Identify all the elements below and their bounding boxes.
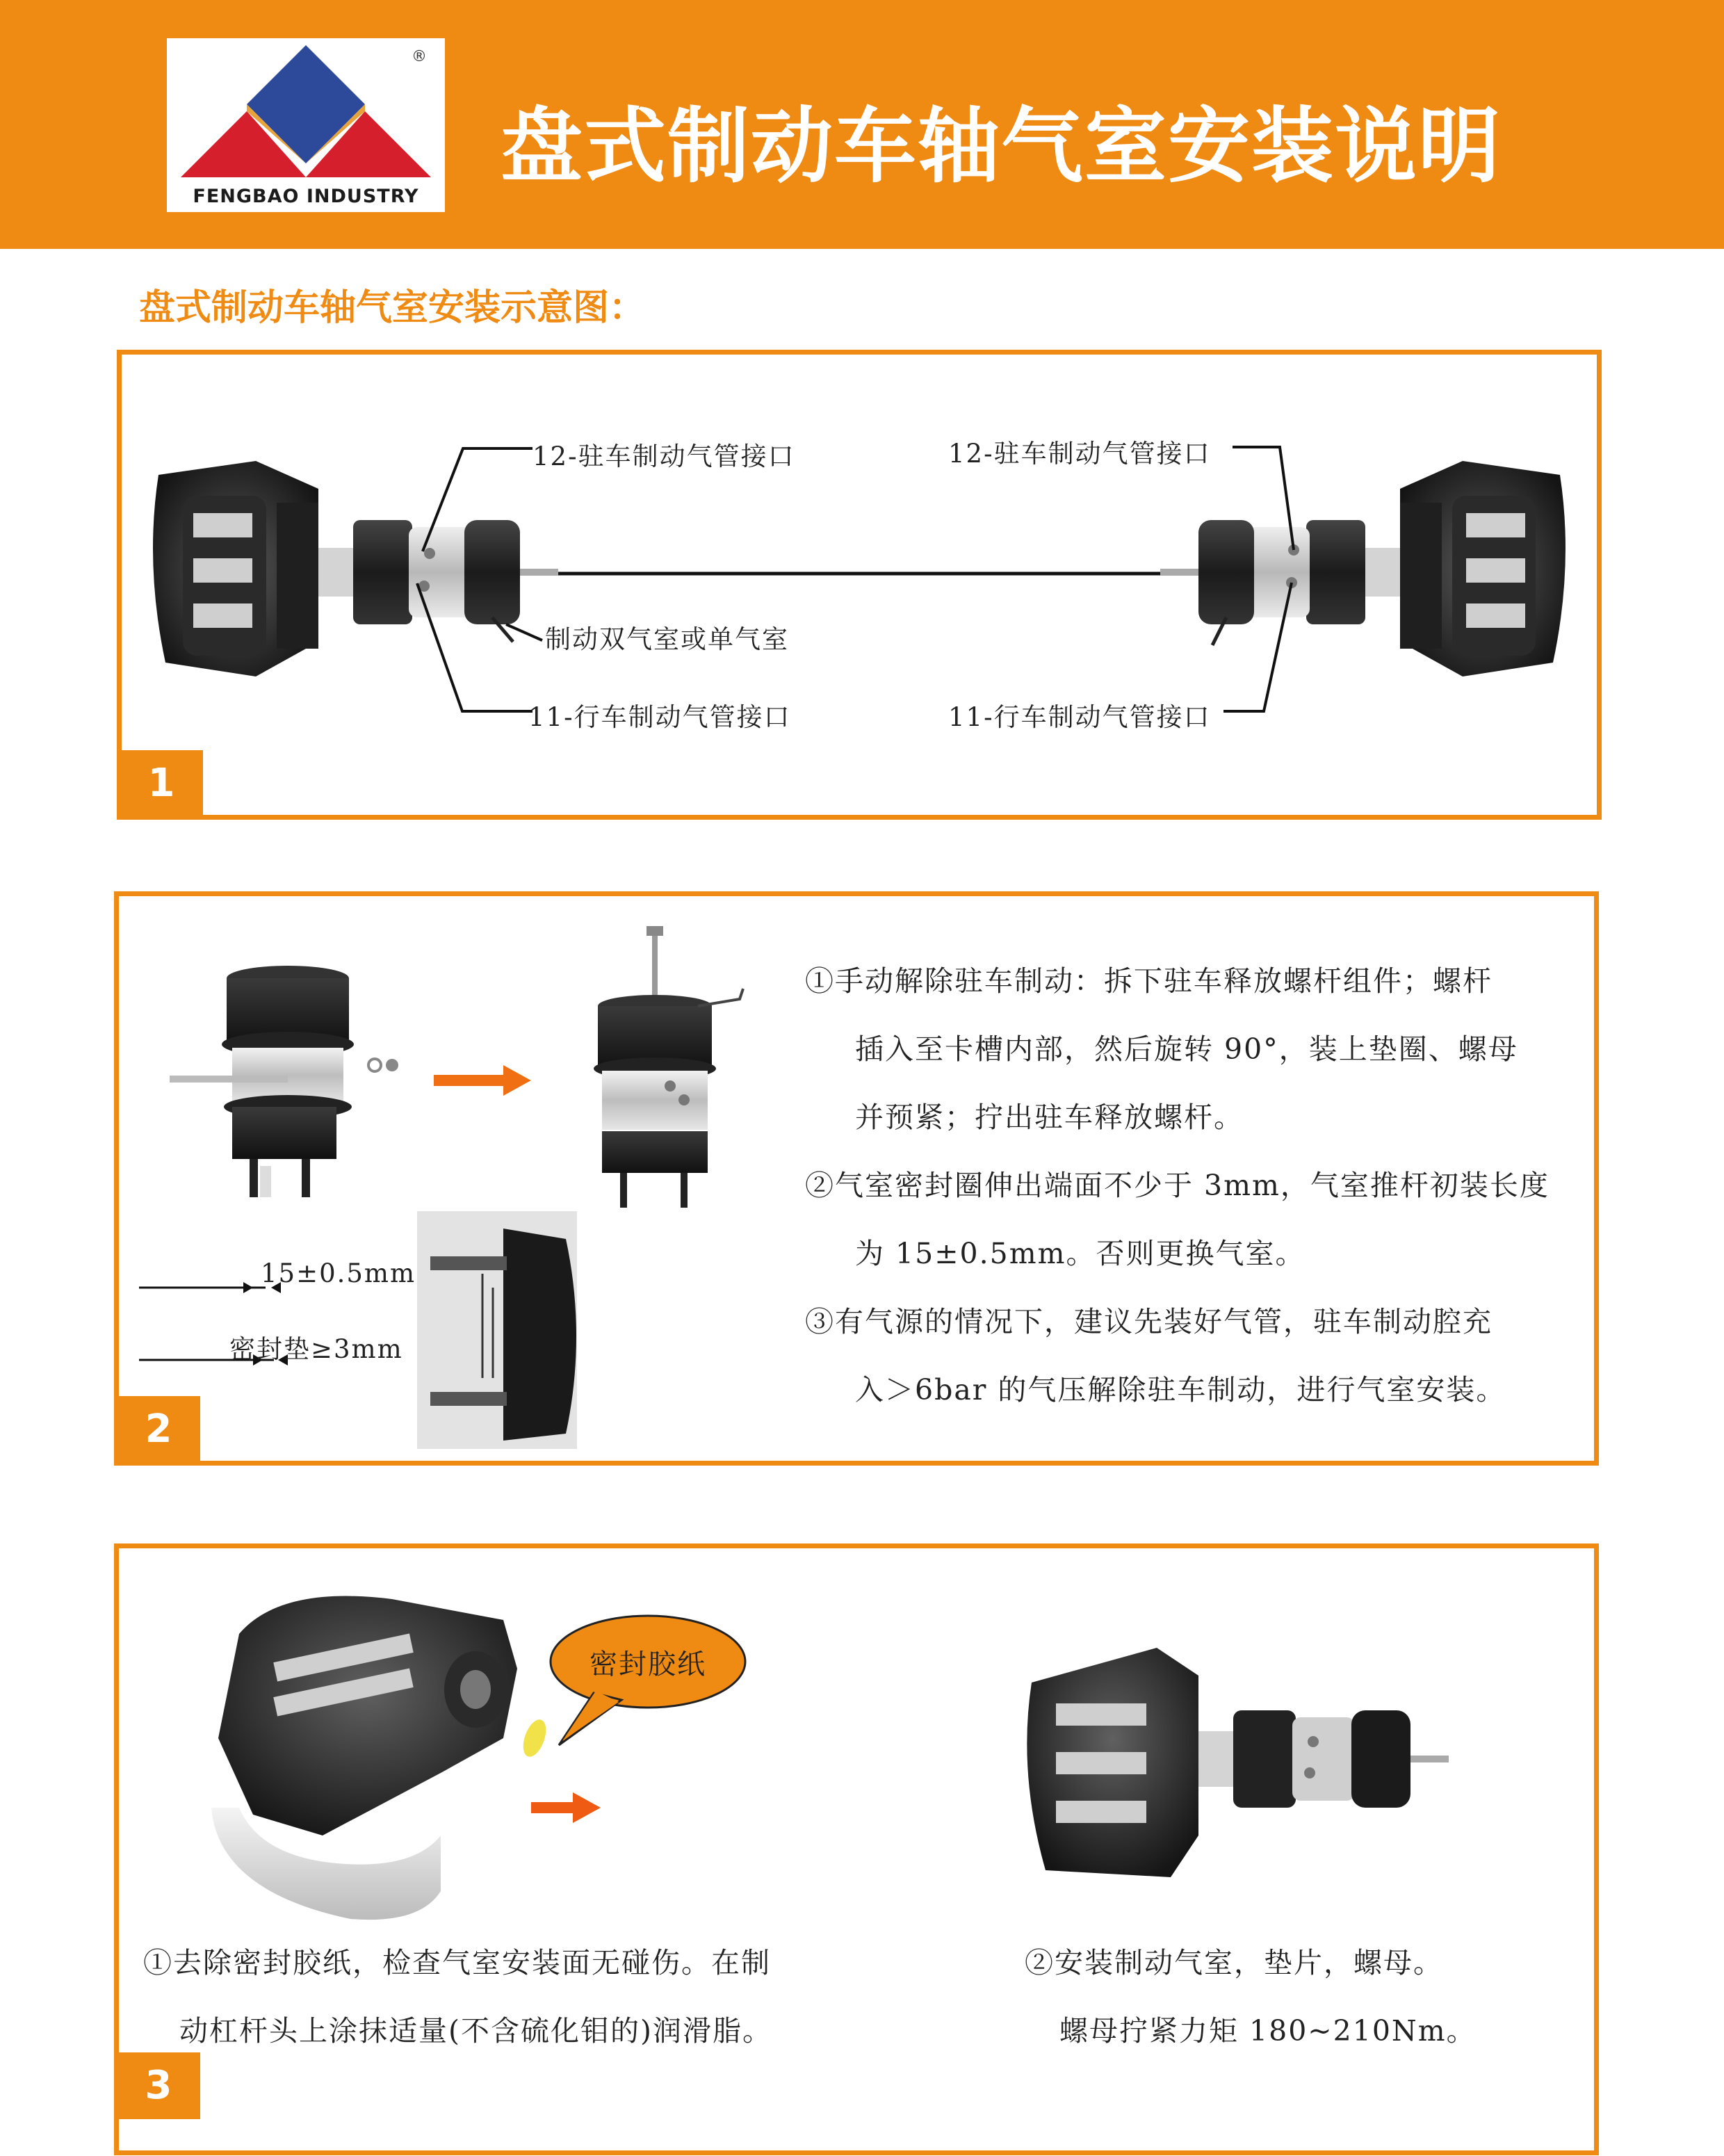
installation-illustration — [114, 1543, 1599, 1933]
step-2-line-6: ③有气源的情况下，建议先装好气管，驻车制动腔充 — [805, 1305, 1493, 1338]
company-logo — [167, 38, 445, 212]
caliper-without-chamber — [211, 1596, 517, 1920]
axle-diagram — [117, 350, 1602, 820]
step-3-right-line-1: ②安装制动气室，垫片，螺母。 — [1025, 1946, 1443, 1979]
seal-dimension-detail — [417, 1211, 577, 1449]
label-left-parking-port: 12-驻车制动气管接口 — [532, 441, 795, 471]
step-2-line-2: 插入至卡槽内部，然后旋转 90°，装上垫圈、螺母 — [855, 1032, 1518, 1066]
section-title: 盘式制动车轴气室安装示意图： — [139, 287, 646, 329]
label-right-parking-port: 12-驻车制动气管接口 — [948, 439, 1211, 469]
step-2-line-1: ①手动解除驻车制动：拆下驻车释放螺杆组件；螺杆 — [805, 964, 1493, 998]
sealing-tape-callout: 密封胶纸 — [589, 1648, 706, 1680]
chamber-after-release — [594, 926, 743, 1208]
step-2-line-3: 并预紧；拧出驻车释放螺杆。 — [855, 1101, 1244, 1134]
label-right-service-port: 11-行车制动气管接口 — [948, 702, 1211, 732]
registered-mark: ® — [412, 48, 427, 65]
callout-bubble — [519, 1616, 745, 1760]
step-3-left-line-1: ①去除密封胶纸，检查气室安装面无碰伤。在制 — [143, 1946, 771, 1979]
step-2-line-5: 为 15±0.5mm。否则更换气室。 — [855, 1237, 1306, 1270]
arrow-icon — [531, 1792, 601, 1823]
caliper-with-chamber — [1027, 1648, 1449, 1877]
page-title: 盘式制动车轴气室安装说明 — [501, 98, 1502, 194]
step-2-line-7: 入＞6bar 的气压解除驻车制动，进行气室安装。 — [855, 1373, 1506, 1407]
label-chamber-type: 制动双气室或单气室 — [545, 624, 789, 654]
chamber-prep-illustration — [114, 891, 809, 1466]
right-brake-chamber — [1160, 520, 1400, 645]
left-caliper — [153, 461, 318, 676]
step-2-line-4: ②气室密封圈伸出端面不少于 3mm，气室推杆初装长度 — [805, 1169, 1550, 1202]
label-left-service-port: 11-行车制动气管接口 — [528, 702, 791, 732]
right-caliper — [1400, 461, 1566, 676]
arrow-icon — [434, 1065, 531, 1096]
chamber-with-release-bolt — [170, 966, 398, 1197]
panel-number: 3 — [117, 2052, 200, 2119]
step-3-right-line-2: 螺母拧紧力矩 180~210Nm。 — [1059, 2014, 1477, 2048]
brand-name: FENGBAO INDUSTRY — [193, 186, 419, 207]
panel-number: 2 — [117, 1396, 200, 1463]
dimension-seal-label: 密封垫≥3mm — [229, 1334, 403, 1364]
logo-triangle-icon — [167, 38, 445, 184]
dimension-length-label: 15±0.5mm — [261, 1258, 416, 1288]
panel-number: 1 — [120, 750, 203, 817]
step-3-left-line-2: 动杠杆头上涂抹适量(不含硫化钼的)润滑脂。 — [179, 2014, 772, 2048]
left-brake-chamber — [318, 520, 558, 642]
